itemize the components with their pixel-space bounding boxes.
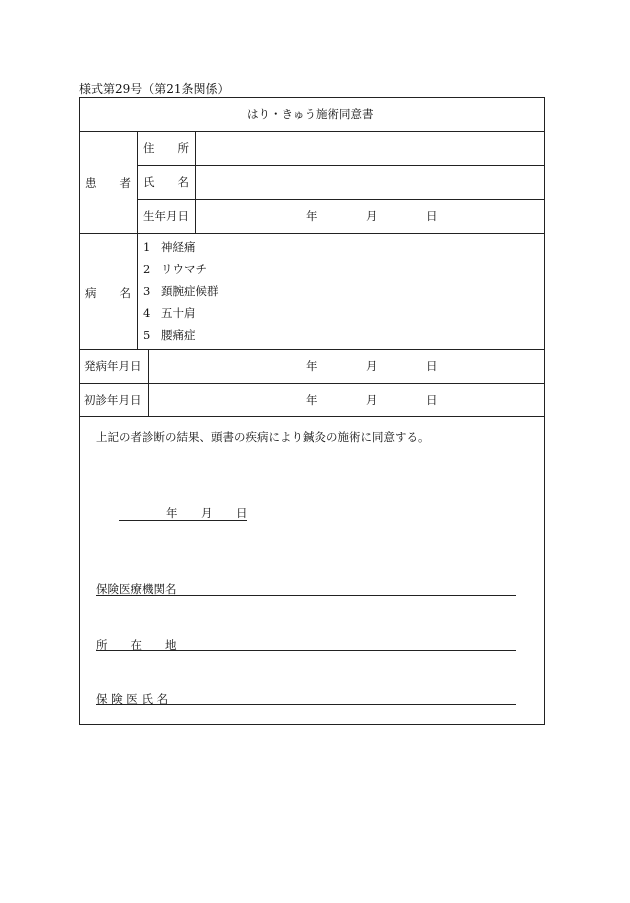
- row-divider: [79, 233, 545, 234]
- onset-month: 月: [366, 359, 378, 373]
- name-field[interactable]: [200, 169, 540, 195]
- row-divider: [79, 131, 545, 132]
- location-line[interactable]: [96, 650, 516, 651]
- doctor-name-label: 保 険 医 氏 名: [96, 692, 169, 706]
- disease-item-num: 1: [143, 240, 151, 254]
- row-divider: [137, 199, 545, 200]
- disease-item-name: 神経痛: [161, 240, 196, 254]
- disease-item-name: 頚腕症候群: [161, 284, 219, 298]
- sign-month: 月: [201, 506, 213, 520]
- form-number: 様式第29号（第21条関係）: [79, 82, 230, 96]
- first-visit-day: 日: [426, 393, 438, 407]
- name-label: 氏 名: [143, 175, 189, 189]
- first-visit-label: 初診年月日: [84, 393, 142, 407]
- onset-day: 日: [426, 359, 438, 373]
- first-visit-year: 年: [306, 393, 318, 407]
- birthdate-day: 日: [426, 209, 438, 223]
- column-divider: [148, 349, 149, 416]
- form-title: はり・きゅう施術同意書: [247, 107, 374, 121]
- disease-item-num: 2: [143, 262, 151, 276]
- onset-label: 発病年月日: [84, 359, 142, 373]
- row-divider: [79, 416, 545, 417]
- column-divider: [137, 131, 138, 349]
- patient-group-label: 患 者: [85, 176, 131, 190]
- sign-year: 年: [166, 506, 178, 520]
- birthdate-month: 月: [366, 209, 378, 223]
- disease-group-label: 病 名: [85, 286, 131, 300]
- onset-year: 年: [306, 359, 318, 373]
- sign-day: 日: [236, 506, 248, 520]
- disease-item-num: 5: [143, 328, 151, 342]
- disease-item-num: 3: [143, 284, 151, 298]
- first-visit-month: 月: [366, 393, 378, 407]
- disease-item-name: リウマチ: [161, 262, 207, 276]
- address-field[interactable]: [200, 135, 540, 161]
- institution-label: 保険医療機関名: [96, 582, 177, 596]
- birthdate-year: 年: [306, 209, 318, 223]
- doctor-name-line[interactable]: [96, 704, 516, 705]
- disease-item-name: 五十肩: [161, 306, 196, 320]
- birthdate-label: 生年月日: [143, 209, 189, 223]
- consent-statement: 上記の者診断の結果、頭書の疾病により鍼灸の施術に同意する。: [96, 430, 430, 444]
- address-label: 住 所: [143, 141, 189, 155]
- row-divider: [137, 165, 545, 166]
- sign-date-underline: [119, 520, 247, 521]
- disease-item-name: 腰痛症: [161, 328, 196, 342]
- institution-line[interactable]: [96, 595, 516, 596]
- location-label: 所 在 地: [96, 638, 177, 652]
- column-divider: [195, 131, 196, 233]
- disease-item-num: 4: [143, 306, 151, 320]
